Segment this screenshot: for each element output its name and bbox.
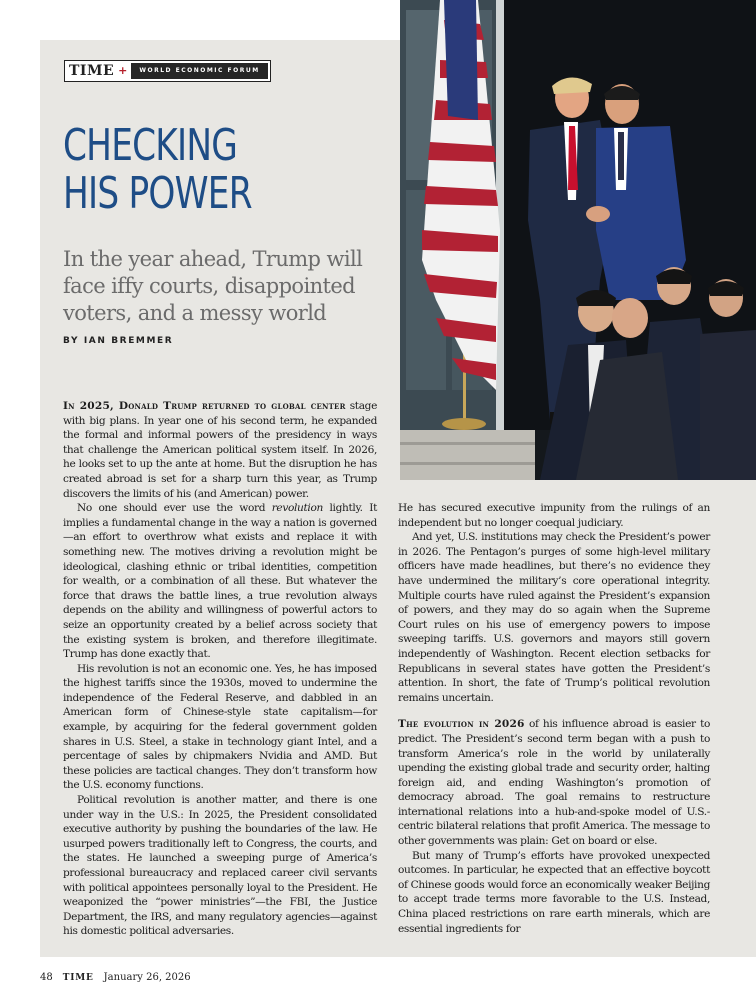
- wef-label: WORLD ECONOMIC FORUM: [131, 63, 267, 79]
- page-number: 48: [40, 972, 53, 983]
- paragraph: No one should ever use the word revolution lightly. It implies a fundamental change in the way a nation is governed—an effort to overthrow what exists and replace it with something new. The motives driving a revolution might be ideological, clashing ethnic or tribal identities, competition for wealth, or a combination of all these. But whatever the force that draws the battle lines, a true revolution always depends on the ability and willingness of powerful actors to seize an opportunity created by a belief across society that the existing system is broken, and therefore illegitimate. Trump has done exactly that.: [63, 502, 377, 661]
- emphasis-revolution: revolution: [271, 502, 323, 515]
- body-column-2: [398, 501, 710, 936]
- headline-line-2: HIS POWER: [63, 168, 252, 219]
- time-wef-masthead: [64, 60, 271, 82]
- section-lead-in: The evolution in 2026: [398, 718, 525, 731]
- byline: BY IAN BREMMER: [63, 336, 174, 346]
- dek: In the year ahead, Trump will face iffy courts, disappointed voters, and a messy world: [63, 247, 363, 325]
- paragraph: And yet, U.S. institutions may check the President’s power in 2026. The Pentagon’s purges of some high-level military officers have made headlines, but there’s no evidence they have undermined the military’s core operational integrity. Multiple courts have ruled against the President’s expansion of powers, and they may do so again when the Supreme Court rules on his use of emergency powers to impose sweeping tariffs. U.S. governors and mayors still govern independently of Washington. Recent election setbacks for Republicans in several states have gotten the President’s attention. In short, the fate of Trump’s political revolution remains uncertain.: [398, 531, 710, 704]
- paragraph: But many of Trump’s efforts have provoked unexpected outcomes. In particular, he expected that an effective boycott of Chinese goods would force an economically weaker Beijing to accept trade terms more favorable to the U.S. Instead, China placed restrictions on rare earth minerals, which are essential ingredients for: [398, 849, 710, 935]
- paragraph: Political revolution is another matter, and there is one under way in the U.S.: In 2025, the President consolidated executive authority by pushing the boundaries of the law. He usurped powers traditionally left to Congress, the courts, and the states. He launched a sweeping purge of America’s professional bureaucracy and replaced career civil servants with political appointees personally loyal to the President. He weaponized the “power ministries”—the FBI, the Justice Department, the IRS, and many regulatory agencies—against his domestic political adversaries.: [63, 794, 377, 938]
- paragraph: He has secured executive impunity from the rulings of an independent but no longer coequal judiciary.: [398, 502, 710, 529]
- lead-in: In 2025, Donald Trump returned to global center: [63, 400, 346, 412]
- footer-brand: TIME: [62, 973, 94, 983]
- headline: [63, 122, 252, 218]
- paragraph: The evolution in 2026 of his influence abroad is easier to predict. The President’s second term began with a push to transform America’s role in the world by unilaterally upending the existing global trade and security order, halting foreign aid, and ending Washington’s promotion of democracy abroad. The goal remains to restructure international relations into a hub-and-spoke model of U.S.-centric bilateral relations that profit America. The message to other governments was plain: Get on board or else.: [398, 718, 711, 848]
- paragraph: His revolution is not an economic one. Yes, he has imposed the highest tariffs since the 1930s, moved to undermine the independence of the Federal Reserve, and dabbled in an American form of Chinese-style state capitalism—for example, by acquiring for the federal government golden shares in U.S. Steel, a stake in technology giant Intel, and a percentage of sales by chipmakers Nvidia and AMD. But these policies are tactical changes. They don’t transform how the U.S. economy functions.: [63, 662, 377, 792]
- issue-date: January 26, 2026: [103, 972, 191, 983]
- body-column-1: [63, 399, 377, 939]
- time-logo: TIME: [69, 63, 115, 79]
- paragraph: In 2025, Donald Trump returned to global center stage with big plans. In year one of his second term, he expanded the formal and informal powers of the presidency in ways that challenge the American political system itself. In 2026, he looks set to up the ante at home. But the disruption he has created abroad is set for a sharp turn this year, as Trump discovers the limits of his (and American) power.: [63, 400, 378, 500]
- article-photo: [400, 0, 756, 480]
- plus-icon: +: [118, 64, 128, 77]
- headline-line-1: CHECKING: [63, 120, 238, 171]
- page-footer: [40, 972, 191, 983]
